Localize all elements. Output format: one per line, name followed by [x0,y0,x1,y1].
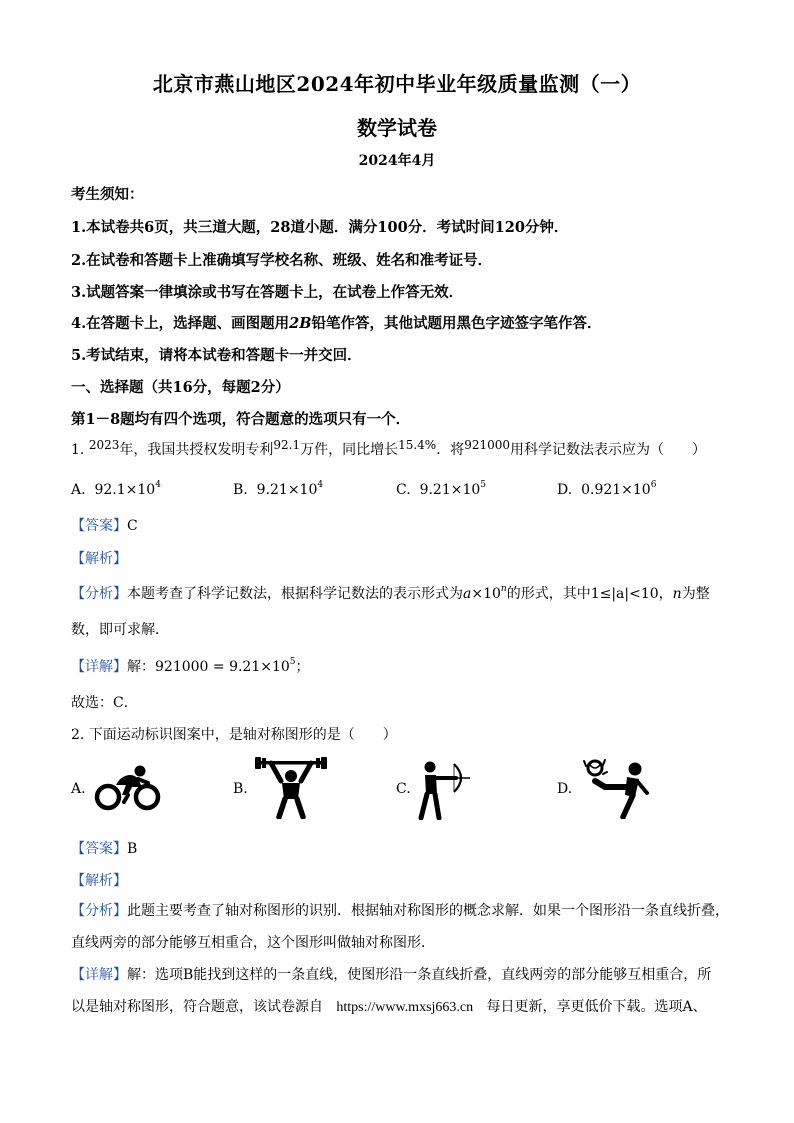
q2-analysis [71,900,729,920]
option-value: 9.21×10 [256,482,318,498]
q1-num-patents: 92.1 [273,438,301,452]
notice-heading: 考生须知： [71,186,144,203]
q1-option-a[interactable] [71,480,161,498]
analysis-head: 【分析】 [71,586,127,602]
source-url[interactable]: https://www.mxsj663.cn [336,1000,474,1015]
formula-times: ×10 [471,586,501,602]
answer-tag: 【答案】 [71,518,127,534]
q2-analysis-line-2: 直线两旁的部分能够互相重合，这个图形叫做轴对称图形． [71,935,435,951]
analysis-text-a: 本题考查了科学记数法，根据科学记数法的表示形式为 [127,586,463,602]
q2-stem-text: 下面运动标识图案中，是轴对称图形的是（ ） [88,727,397,743]
q1-option-b[interactable] [233,480,323,498]
analysis-n: n [672,586,682,602]
page-subtitle: 数学试卷 [357,116,437,140]
answer-tag: 【答案】 [71,841,127,857]
q1-text-2: 万件，同比增长 [300,442,399,458]
analysis-range: 1≤|a|<10 [590,586,659,602]
q1-analysis [71,583,710,603]
option-value: 92.1×10 [94,482,156,498]
q2-analysis-tag: 【解析】 [71,873,127,889]
notice-item-4-post: 铅笔作答，其他试题用黑色字迹签字笔作答． [311,315,602,332]
notice-item-1: 1.本试卷共6页，共三道大题，28道小题．满分100分．考试时间120分钟． [71,219,569,236]
option-value: 0.921×10 [581,482,651,498]
q1-text-1: 年，我国共授权发明专利 [119,442,274,458]
q2-detail-line-2 [71,996,707,1016]
q1-year: 2023 [88,438,120,452]
detail-exponent: 5 [289,657,296,667]
option-exponent: 4 [317,480,324,490]
option-label: B. [233,482,248,498]
q2-option-b-label: B. [233,781,248,797]
q1-text-4: 用科学记数法表示应为（ ） [510,442,707,458]
q1-detail [71,656,310,676]
option-label: D. [557,482,573,498]
q1-number: 921000 [464,438,511,452]
answer-value: B [127,841,138,857]
notice-item-4-pre: 4.在答题卡上，选择题、画图题用 [71,315,290,332]
notice-item-3: 3.试题答案一律填涂或书写在答题卡上，在试卷上作答无效． [71,284,464,301]
archer-icon[interactable] [416,760,472,820]
exam-date: 2024年4月 [358,153,436,169]
q2-option-d-label: D. [557,781,573,797]
detail-end: ； [295,659,310,675]
analysis-head: 【分析】 [71,903,127,919]
section-instruction: 第1－8题均有四个选项，符合题意的选项只有一个． [71,411,411,428]
section-heading: 一、选择题（共16分，每题2分） [71,379,290,396]
q1-option-c[interactable] [396,480,486,498]
notice-item-2: 2.在试卷和答题卡上准确填写学校名称、班级、姓名和准考证号． [71,252,493,269]
option-label: A. [71,482,86,498]
analysis-text-c: ， [658,586,673,602]
notice-item-5: 5.考试结束，请将本试卷和答题卡一并交回． [71,347,362,364]
question-1-stem [71,438,706,459]
notice-item-4 [71,312,602,333]
q2-detail [71,964,711,984]
formula-a: a [463,586,472,602]
page-title: 北京市燕山地区2024年初中毕业年级质量监测（一） [152,72,642,96]
detail-head: 【详解】 [71,659,127,675]
answer-value: C [127,518,138,534]
formula-n: n [500,584,507,594]
notice-item-4-var: 2B [289,315,312,332]
analysis-text-d: 为整 [681,586,710,602]
q2-answer [71,838,137,858]
cyclist-icon[interactable] [94,765,162,811]
q1-option-d[interactable] [557,480,656,498]
q1-choose: 故选：C． [71,695,138,711]
q1-analysis-cont: 数，即可求解． [71,622,169,638]
q1-analysis-tag: 【解析】 [71,551,127,567]
option-exponent: 5 [480,480,487,490]
analysis-text-b: 的形式，其中 [506,586,591,602]
q1-text-3: ．将 [436,442,465,458]
question-number: 2. [71,727,85,743]
option-exponent: 6 [650,480,657,490]
detail-formula: 921000 = 9.21×10 [155,659,290,675]
q1-answer [71,515,138,535]
q2-option-c-label: C. [396,781,411,797]
detail-line-2b: 每日更新，享更低价下载。选项A、 [486,999,707,1015]
option-value: 9.21×10 [419,482,481,498]
question-number: 1. [71,442,85,458]
weightlifter-icon[interactable] [255,757,327,819]
detail-line-1: 解：选项B能找到这样的一条直线，使图形沿一条直线折叠，直线两旁的部分能够互相重合，所 [127,967,712,983]
q2-option-a-label: A. [71,781,86,797]
detail-head: 【详解】 [71,967,127,983]
analysis-line-1: 此题主要考查了轴对称图形的识别．根据轴对称图形的概念求解．如果一个图形沿一条直线折叠， [127,903,729,919]
kicker-icon[interactable] [581,757,651,819]
option-exponent: 4 [155,480,161,490]
option-label: C. [396,482,411,498]
question-2-stem [71,724,397,744]
q1-percent: 15.4% [398,438,437,452]
detail-line-2a: 以是轴对称图形，符合题意，该试卷源自 [71,999,323,1015]
detail-text: 解： [127,659,155,675]
